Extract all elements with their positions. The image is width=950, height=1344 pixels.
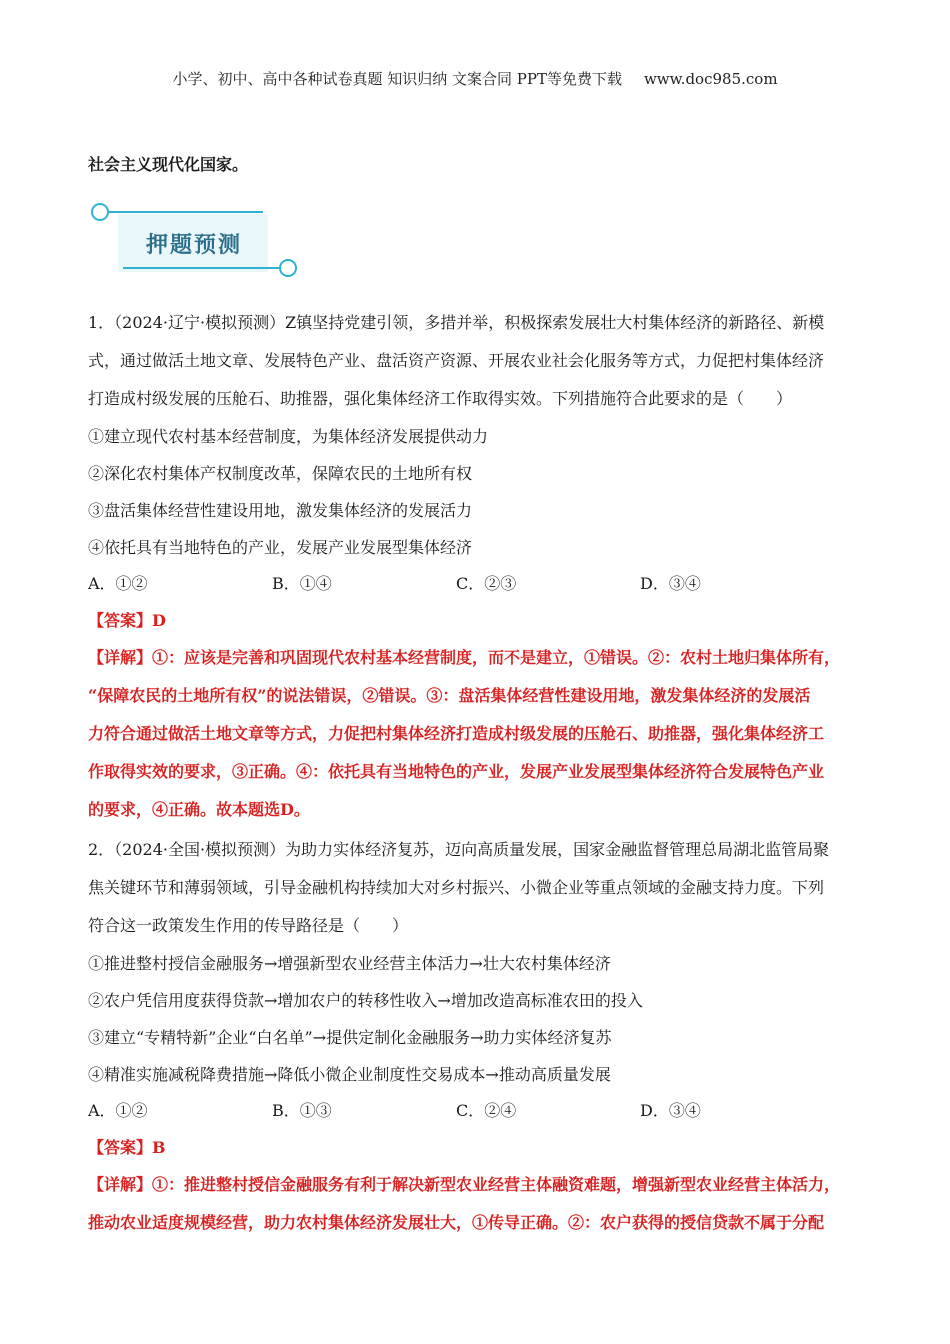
detail-line: 【详解】①：推进整村授信金融服务有利于解决新型农业经营主体融资难题，增强新型农业经营主体活力， [88,1175,841,1194]
option-c: C．②③ [456,574,517,593]
document-body [88,152,868,1242]
option-a: A．①② [88,1101,148,1120]
detail-line: 推动农业适度规模经营，助力农村集体经济发展壮大，①传导正确。②：农户获得的授信贷款不属于分配 [88,1213,825,1232]
question-stem-line: 式，通过做活土地文章、发展特色产业、盘活资产资源、开展农业社会化服务等方式，力促把村集体经济 [88,351,825,370]
question-stem-line: 打造成村级发展的压舱石、助推器，强化集体经济工作取得实效。下列措施符合此要求的是（ ） [88,389,793,408]
question-stem-line: 焦关键环节和薄弱领域，引导金融机构持续加大对乡村振兴、小微企业等重点领域的金融支持力度。下列 [88,878,825,897]
detail-line: 【详解】①：应该是完善和巩固现代农村基本经营制度，而不是建立，①错误。②：农村土地归集体所有， [88,648,841,667]
option-b: B．①④ [272,574,332,593]
page-header [0,68,950,89]
options-row [88,566,868,602]
statement: ②农户凭信用度获得贷款→增加农户的转移性收入→增加改造高标准农田的投入 [88,991,643,1010]
question-1 [88,304,868,829]
option-d: D．③④ [640,1101,701,1120]
detail-line: 作取得实效的要求，③正确。④：依托具有当地特色的产业，发展产业发展型集体经济符合发展特色产业 [88,762,825,781]
option-c: C．②④ [456,1101,517,1120]
header-site[interactable]: www.doc985.com [643,70,778,88]
question-2 [88,831,868,1242]
option-d: D．③④ [640,574,701,593]
lead-text: 社会主义现代化国家。 [88,155,249,174]
question-stem-line: 符合这一政策发生作用的传导路径是（ ） [88,916,409,935]
statement: ②深化农村集体产权制度改革，保障农民的土地所有权 [88,464,473,483]
detail-line: 力符合通过做活土地文章等方式，力促把村集体经济打造成村级发展的压舱石、助推器，强化集体经济工 [88,724,825,743]
section-banner [88,196,303,284]
detail-line: “保障农民的土地所有权”的说法错误，②错误。③：盘活集体经营性建设用地，激发集体经济的发展活 [88,686,811,705]
question-stem-line: 1．（2024·辽宁·模拟预测）Z镇坚持党建引领，多措并举，积极探索发展壮大村集体经济的新路径、新模 [88,313,825,332]
statement: ④依托具有当地特色的产业，发展产业发展型集体经济 [88,538,473,557]
option-a: A．①② [88,574,148,593]
answer: 【答案】B [88,1138,166,1157]
header-text: 小学、初中、高中各种试卷真题 知识归纳 文案合同 PPT等免费下载 [172,70,622,88]
statement: ①推进整村授信金融服务→增强新型农业经营主体活力→壮大农村集体经济 [88,954,611,973]
banner-label: 押题预测 [138,226,250,261]
detail-line: 的要求，④正确。故本题选D。 [88,800,310,819]
option-b: B．①③ [272,1101,332,1120]
statement: ④精准实施减税降费措施→降低小微企业制度性交易成本→推动高质量发展 [88,1065,611,1084]
statement: ③盘活集体经营性建设用地，激发集体经济的发展活力 [88,501,473,520]
statement: ③建立“专精特新”企业“白名单”→提供定制化金融服务→助力实体经济复苏 [88,1028,612,1047]
answer: 【答案】D [88,611,166,630]
statement: ①建立现代农村基本经营制度，为集体经济发展提供动力 [88,427,489,446]
question-stem-line: 2．（2024·全国·模拟预测）为助力实体经济复苏，迈向高质量发展，国家金融监督管理总局湖北监管局聚 [88,840,830,859]
options-row [88,1093,868,1129]
